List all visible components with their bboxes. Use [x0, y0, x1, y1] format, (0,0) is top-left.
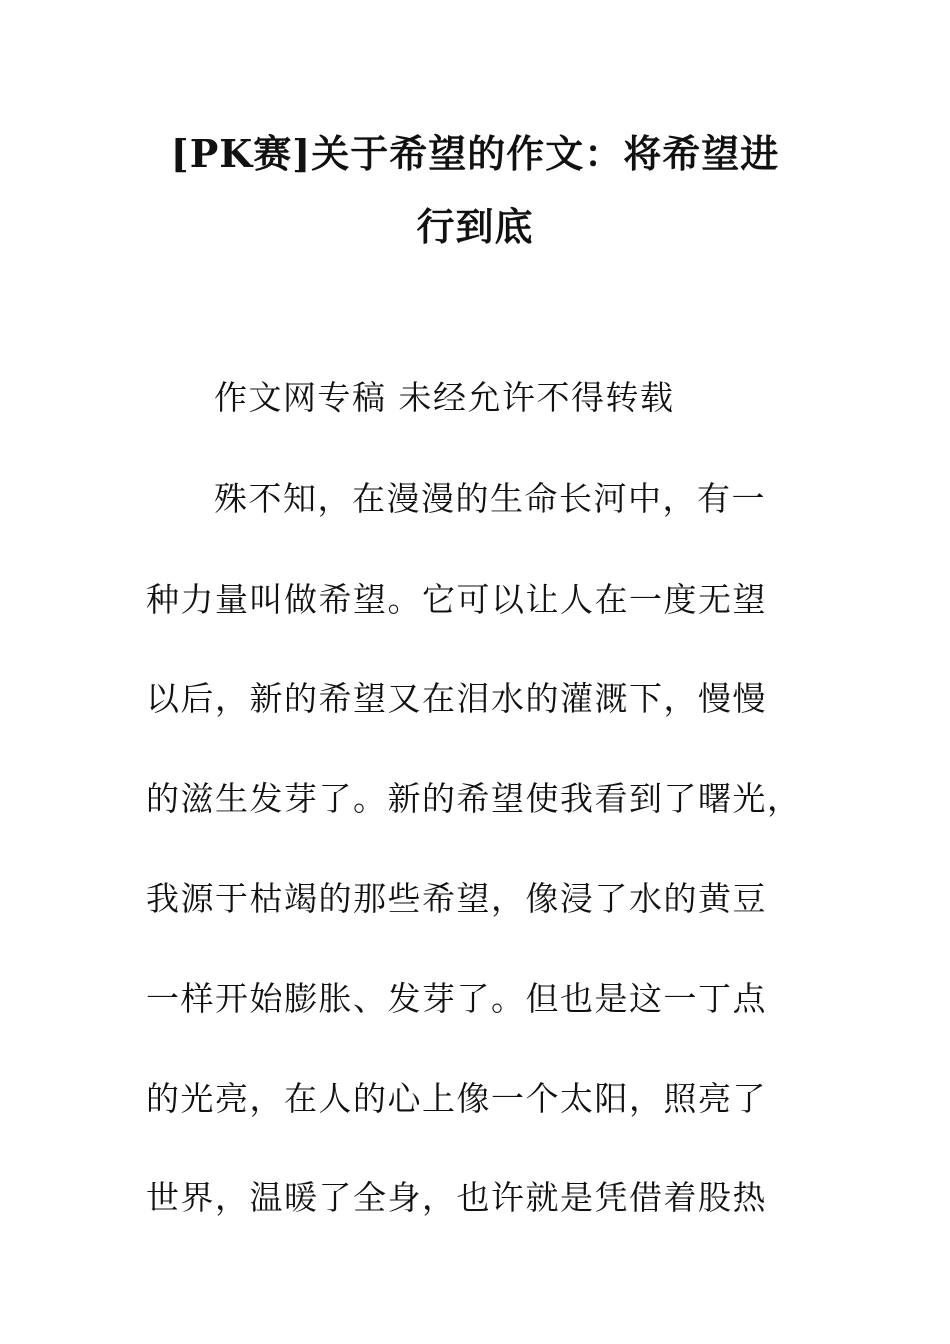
- paragraph-line: 以后，新的希望又在泪水的灌溉下，慢慢: [146, 679, 767, 718]
- paragraph-line: 殊不知，在漫漫的生命长河中，有一: [214, 479, 766, 518]
- paragraph-line: 一样开始膨胀、发芽了。但也是这一丁点: [146, 979, 767, 1018]
- paragraph-line: 的光亮，在人的心上像一个太阳，照亮了: [146, 1079, 767, 1118]
- paragraph-line: 世界，温暖了全身，也许就是凭借着股热: [146, 1178, 767, 1217]
- paragraph-line: 种力量叫做希望。它可以让人在一度无望: [146, 580, 767, 619]
- document-title-line-1: [PK赛]关于希望的作文：将希望进: [170, 131, 780, 176]
- document-title-line-2: 行到底: [416, 204, 534, 249]
- byline: 作文网专稿 未经允许不得转载: [214, 378, 675, 417]
- paragraph-line: 的滋生发芽了。新的希望使我看到了曙光，: [146, 779, 802, 818]
- paragraph-line: 我源于枯竭的那些希望，像浸了水的黄豆: [146, 879, 767, 918]
